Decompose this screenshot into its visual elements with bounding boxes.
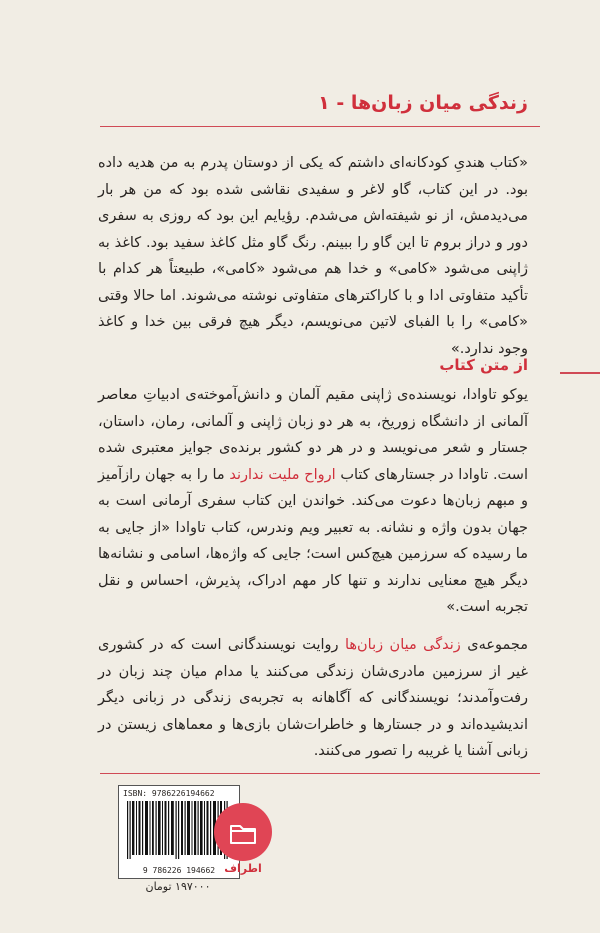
- series-summary-text-1: مجموعه‌ی: [460, 637, 529, 653]
- book-title-highlight: ارواح ملیت ندارند: [229, 466, 336, 483]
- bottom-divider: [100, 773, 540, 774]
- book-excerpt-quote: «کتاب هندیِ کودکانه‌ای داشتم که یکی از دوستان پدرم به من هدیه داده بود. در این کتاب، گاو لاغر و سفیدی نقاشی شده بود که من هر بار می‌دیدمش، از نو شیفته‌اش می‌شدم. رؤیایم این بود که روزی به سفری دور و دراز بروم تا این گاو را ببینم. رنگ گاو مثل کاغذ سفید بود. کاغذ به ژاپنی می‌شود «کامی» و خدا هم می‌شود «کامی»، طبیعتاً هر کدام با تأکید متفاوتی ادا و با کاراکترهای متفاوتی نوشته می‌شوند. اما حالا وقتی «کامی» را با الفبای لاتین می‌نویسم، دیگر هیچ فرقی بین خدا و کاغذ وجود ندارد.»: [98, 155, 528, 357]
- folder-icon: [214, 803, 272, 861]
- series-summary-text-2: روایت نویسندگانی است که در کشوری غیر از سرزمین مادری‌شان زندگی می‌کنند یا مدام میان چند زبان در رفت‌وآمدند؛ نویسندگانی که آگاهانه به تجربه‌ی زندگی در زبانی دیگر اندیشیده‌اند و در جستارها و خاطرات‌شان بازی‌ها و معماهای زیستن در زبانی آشنا یا غریبه را تصور می‌کنند.: [98, 637, 528, 759]
- series-name-highlight: زندگی میان زبان‌ها: [344, 637, 461, 653]
- series-summary: [98, 632, 528, 765]
- top-divider: [100, 126, 540, 127]
- barcode-digits: 9 786226 194662: [142, 866, 216, 875]
- author-bio-text-2: ما را به جهان رازآمیز و مبهم زبان‌ها دعوت می‌کند. خواندن این کتاب سفری آرمانی است به جهان بدون واژه و نشانه. به تعبیر ویم وندرس، کتاب تاوادا «از جایی به ما رسیده که سرزمین هیچ‌کس است؛ جایی که واژه‌ها، اسامی و نشانه‌ها دیگر هیچ معنایی ندارند و تنها کار مهم ادراک، پذیرش، احساس و نقل تجربه است.»: [98, 466, 528, 615]
- accent-divider: [560, 372, 600, 374]
- author-bio: [98, 382, 528, 621]
- publisher-name: اطراف: [224, 862, 262, 875]
- excerpt-source-label: از متن کتاب: [439, 356, 528, 374]
- price-label: ۱۹۷۰۰۰ تومان: [145, 880, 211, 893]
- isbn-label: ISBN: 9786226194662: [123, 789, 215, 798]
- series-title: زندگی میان زبان‌ها - ۱: [318, 92, 528, 114]
- publisher-logo: [214, 803, 272, 861]
- author-bio-text-1: یوکو تاوادا، نویسنده‌ی ژاپنی مقیم آلمان و دانش‌آموخته‌ی ادبیاتِ معاصر آلمانی از دانشگاه زوریخ، به هر دو زبان ژاپنی و آلمانی، رمان، داستان، جستار و شعر می‌نویسد و در هر دو کشور برنده‌ی جوایز معتبری شده است. تاوادا در جستارهای کتاب: [98, 387, 528, 483]
